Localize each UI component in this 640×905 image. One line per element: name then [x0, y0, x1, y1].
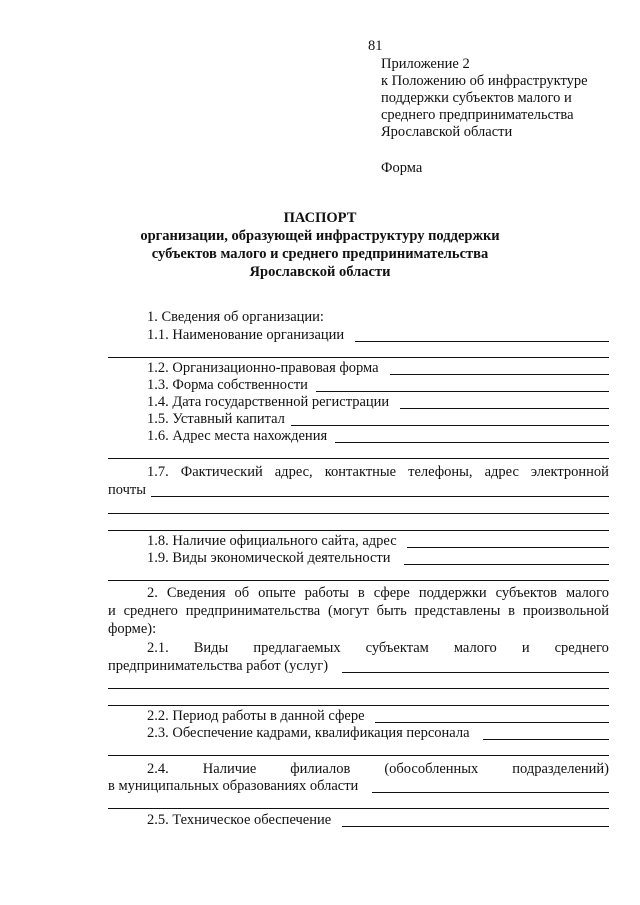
field-2-1-word: предлагаемых [253, 640, 341, 656]
field-line-1-2[interactable] [390, 374, 609, 375]
field-line-1-8[interactable] [407, 547, 609, 548]
field-line-1-1[interactable] [355, 341, 609, 342]
document-subtitle-2: субъектов малого и среднего предпринимательства [151, 246, 489, 262]
field-line-2-3-cont[interactable] [108, 755, 609, 756]
field-2-1-word: малого [453, 640, 497, 656]
section-2-word: об [234, 585, 250, 601]
appendix-line-3: среднего предпринимательства [381, 107, 574, 123]
field-line-2-3[interactable] [483, 739, 609, 740]
section-2-word: и [108, 603, 116, 619]
field-label-1-4: 1.4. Дата государственной регистрации [147, 394, 390, 410]
section-2-heading [147, 585, 609, 602]
field-2-4-word: филиалов [290, 761, 351, 777]
field-label-2-5: 2.5. Техническое обеспечение [147, 812, 332, 828]
field-line-1-3[interactable] [316, 391, 609, 392]
field-2-4-word: 2.4. [147, 761, 169, 777]
field-label-1-1: 1.1. Наименование организации [147, 327, 345, 343]
field-label-2-4 [147, 761, 609, 778]
section-2-heading-line-3: форме): [108, 621, 157, 637]
field-line-1-9[interactable] [404, 564, 609, 565]
field-line-2-1-cont-1[interactable] [108, 688, 609, 689]
field-label-2-1 [147, 640, 609, 657]
field-2-1-word: Виды [193, 640, 229, 656]
section-2-word: быть [376, 603, 407, 619]
section-2-word: среднего [123, 603, 178, 619]
field-label-2-1-cont: предпринимательства работ (услуг) [108, 658, 329, 674]
field-line-2-4-cont[interactable] [108, 808, 609, 809]
section-2-word: малого [566, 585, 609, 601]
field-label-1-2: 1.2. Организационно-правовая форма [147, 360, 379, 376]
field-2-1-word: субъектам [365, 640, 429, 656]
field-line-1-7-cont-2[interactable] [108, 530, 609, 531]
section-2-word: субъектов [495, 585, 558, 601]
section-2-word: 2. [147, 585, 158, 601]
appendix-header [381, 56, 588, 141]
section-2-word: поддержки [418, 585, 487, 601]
field-2-1-word: среднего [554, 640, 609, 656]
field-line-2-1-cont-2[interactable] [108, 705, 609, 706]
field-line-2-4[interactable] [372, 792, 609, 793]
field-line-1-7[interactable] [151, 496, 609, 497]
section-2-word: произвольной [522, 603, 609, 619]
field-1-7-word: телефоны, [408, 464, 473, 480]
field-line-1-5[interactable] [291, 425, 609, 426]
section-2-heading-line-2 [108, 603, 609, 620]
section-2-word: предпринимательства [185, 603, 321, 619]
field-label-2-4-cont: в муниципальных образованиях области [108, 778, 359, 794]
field-line-1-7-cont-1[interactable] [108, 513, 609, 514]
field-1-7-word: адрес, [274, 464, 313, 480]
section-2-word: сфере [373, 585, 410, 601]
field-label-1-8: 1.8. Наличие официального сайта, адрес [147, 533, 397, 549]
field-label-1-9: 1.9. Виды экономической деятельности [147, 550, 391, 566]
section-2-word: в [357, 585, 365, 601]
section-2-word: представлены [414, 603, 501, 619]
section-1-heading: 1. Сведения об организации: [147, 309, 324, 325]
field-2-4-word: (обособленных [384, 761, 479, 777]
field-1-7-word: контактные [324, 464, 397, 480]
appendix-line-4: Ярославской области [381, 124, 513, 140]
section-2-word: Сведения [166, 585, 226, 601]
field-line-1-1-cont[interactable] [108, 357, 609, 358]
document-title: ПАСПОРТ [283, 210, 357, 226]
field-2-1-word: 2.1. [147, 640, 169, 656]
page-number: 81 [368, 38, 383, 54]
field-1-7-word: адрес [484, 464, 519, 480]
form-label: Форма [381, 160, 423, 176]
appendix-line-1: к Положению об инфраструктуре [381, 73, 588, 89]
section-2-word: работы [304, 585, 349, 601]
field-2-4-word: подразделений) [512, 761, 609, 777]
document-subtitle-3: Ярославской области [249, 264, 391, 280]
field-line-1-6[interactable] [335, 442, 609, 443]
field-2-4-word: Наличие [202, 761, 257, 777]
section-2-word: в [508, 603, 516, 619]
field-line-1-4[interactable] [400, 408, 609, 409]
field-line-2-2[interactable] [375, 722, 609, 723]
field-label-1-3: 1.3. Форма собственности [147, 377, 308, 393]
field-label-1-6: 1.6. Адрес места нахождения [147, 428, 328, 444]
field-label-2-2: 2.2. Период работы в данной сфере [147, 708, 365, 724]
section-2-word: (могут [328, 603, 369, 619]
field-2-1-word: и [521, 640, 530, 656]
field-line-2-1[interactable] [342, 672, 609, 673]
field-1-7-word: электронной [530, 464, 609, 480]
field-line-1-6-cont[interactable] [108, 458, 609, 459]
field-line-1-9-cont[interactable] [108, 580, 609, 581]
field-label-1-5: 1.5. Уставный капитал [147, 411, 285, 427]
document-subtitle-1: организации, образующей инфраструктуру поддержки [140, 228, 500, 244]
field-1-7-word: Фактический [180, 464, 263, 480]
appendix-line-2: поддержки субъектов малого и [381, 90, 572, 106]
field-label-2-3: 2.3. Обеспечение кадрами, квалификация персонала [147, 725, 470, 741]
field-label-1-7-cont: почты [108, 482, 147, 498]
field-line-2-5[interactable] [342, 826, 609, 827]
section-2-word: опыте [258, 585, 296, 601]
field-1-7-word: 1.7. [147, 464, 169, 480]
appendix-label: Приложение 2 [381, 56, 470, 72]
field-label-1-7 [147, 464, 609, 481]
